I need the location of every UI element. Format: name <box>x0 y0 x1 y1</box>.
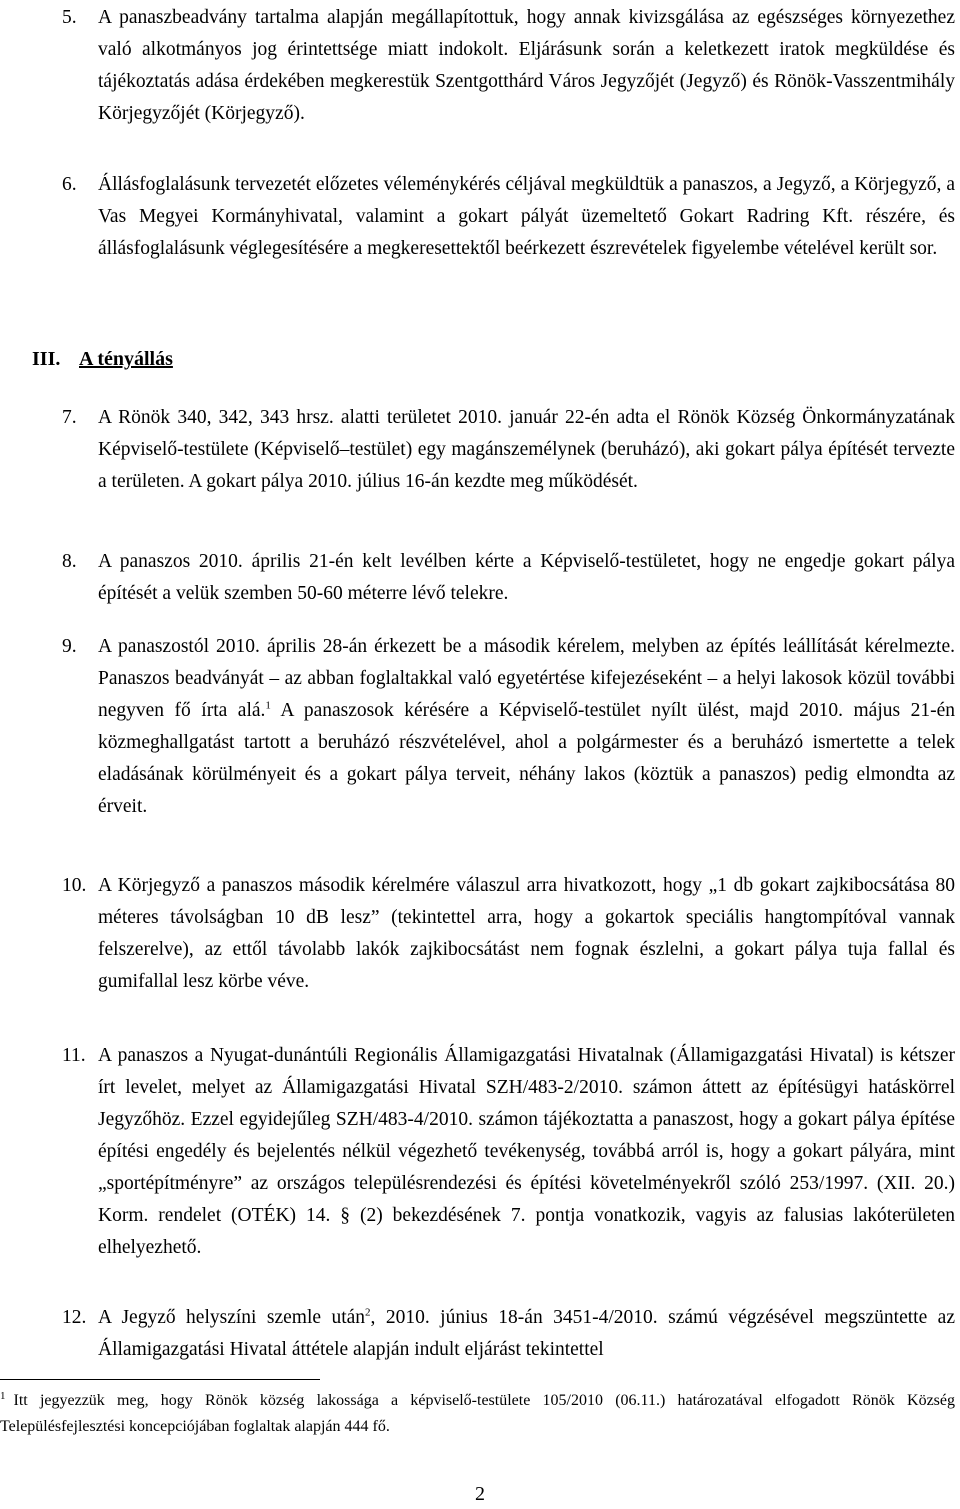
paragraph-8 <box>62 546 955 610</box>
paragraph-number: 8. <box>62 551 77 572</box>
section-title: A tényállás <box>79 348 173 370</box>
paragraph-number: 12. <box>62 1307 87 1328</box>
paragraph-number: 9. <box>62 636 77 657</box>
footnote-text: Itt jegyezzük meg, hogy Rönök község lakossága a képviselő-testülete 105/2010 (06.11.) határozatával elfogadott Rönök Község Településfejlesztési koncepciójában foglaltak alapján 444 fő. <box>0 1392 955 1435</box>
paragraph-5 <box>62 2 955 130</box>
footnote-mark: 1 <box>0 1389 6 1402</box>
paragraph-11 <box>62 1040 955 1264</box>
paragraph-text: A panaszos a Nyugat-dunántúli Regionális Államigazgatási Hivatalnak (Államigazgatási Hivatal) is kétszer írt levelet, melyet az Államigazgatási Hivatal SZH/483-2/2010. számon áttett az építésügyi hatáskörrel Jegyzőhöz. Ezzel egyidejűleg SZH/483-4/2010. számon tájékoztatta a panaszost, hogy a gokart pálya építése építési engedély és bejelentés nélkül végezhető tevékenység, továbbá arról is, hogy a gokart pályára, mint „sportépítményre” az országos településrendezési és építési követelményekről szóló 253/1997. (XII. 20.) Korm. rendelet (OTÉK) 14. § (2) bekezdésének 7. pontja vonatkozik, vagyis az falusias lakóterületen elhelyezhető. <box>98 1045 955 1258</box>
paragraph-10 <box>62 870 955 998</box>
paragraph-number: 10. <box>62 875 87 896</box>
paragraph-text-part: , 2010. június 18-án 3451-4/2010. számú végzésével megszüntette az Államigazgatási Hivatal áttétele alapján indult eljárást tekintettel <box>98 1307 955 1360</box>
footnote-reference: 2 <box>365 1306 371 1319</box>
paragraph-number: 11. <box>62 1045 86 1066</box>
section-heading <box>32 343 173 375</box>
paragraph-number: 7. <box>62 407 77 428</box>
paragraph-number: 5. <box>62 7 77 28</box>
paragraph-text: Állásfoglalásunk tervezetét előzetes véleménykérés céljával megküldtük a panaszos, a Jegyző, a Körjegyző, a Vas Megyei Kormányhivatal, valamint a gokart pályát üzemeltető Gokart Radring Kft. részére, és állásfoglalásunk véglegesítésére a megkeresettektől beérkezett észrevételek figyelembe vételével került sor. <box>98 174 955 259</box>
paragraph-text-part: A Jegyző helyszíni szemle után <box>98 1307 366 1328</box>
paragraph-text: A panaszbeadvány tartalma alapján megállapítottuk, hogy annak kivizsgálása az egészséges környezethez való alkotmányos jog érintettsége miatt indokolt. Eljárásunk során a keletkezett iratok megküldése és tájékoztatás adása érdekében megkerestük Szentgotthárd Város Jegyzőjét (Jegyző) és Rönök-Vasszentmihály Körjegyzőjét (Körjegyző). <box>98 7 955 124</box>
paragraph-number: 6. <box>62 174 77 195</box>
paragraph-text-part: A panaszosok kérésére a Képviselő-testület nyílt ülést, majd 2010. május 21-én közmeghallgatást tartott a beruházó részvételével, ahol a polgármester és a beruházó ismertette a telek eladásának körülményeit és a gokart pálya terveit, néhány lakos (köztük a panaszos) pedig elmondta az érveit. <box>98 700 955 817</box>
paragraph-text <box>98 1302 955 1366</box>
paragraph-text-part: A panaszostól 2010. április 28-án érkezett be a második kérelem, melyben az építés leállítását kérelmezte. Panaszos beadványát – az abban foglaltakkal való egyetértése kifejezéseként – a helyi lakosok közül további negyven fő írta alá. <box>98 636 955 721</box>
footnote-reference: 1 <box>265 699 271 712</box>
page-number: 2 <box>475 1483 485 1505</box>
paragraph-text: A Rönök 340, 342, 343 hrsz. alatti területet 2010. január 22-én adta el Rönök Község Önkormányzatának Képviselő-testülete (Képviselő–testület) egy magánszemélynek (beruházó), aki gokart pálya építését tervezte a területen. A gokart pálya 2010. július 16-án kezdte meg működését. <box>98 407 955 492</box>
section-number: III. <box>32 348 61 370</box>
paragraph-12 <box>62 1302 955 1366</box>
footnote <box>0 1388 955 1440</box>
paragraph-text <box>98 631 955 823</box>
paragraph-7 <box>62 402 955 498</box>
paragraph-6 <box>62 169 955 265</box>
paragraph-text: A Körjegyző a panaszos második kérelmére válaszul arra hivatkozott, hogy „1 db gokart zajkibocsátása 80 méteres távolságban 10 dB lesz” (tekintettel arra, hogy a gokartok speciális hangtompítóval vannak felszerelve), az ettől távolabb lakók zajkibocsátást nem fognak észlelni, a gokart pálya tuja fallal és gumifallal lesz körbe véve. <box>98 875 955 992</box>
paragraph-text: A panaszos 2010. április 21-én kelt levélben kérte a Képviselő-testületet, hogy ne engedje gokart pálya építését a velük szemben 50-60 méterre lévő telekre. <box>98 551 955 604</box>
footnote-separator <box>0 1379 320 1380</box>
paragraph-9 <box>62 631 955 823</box>
